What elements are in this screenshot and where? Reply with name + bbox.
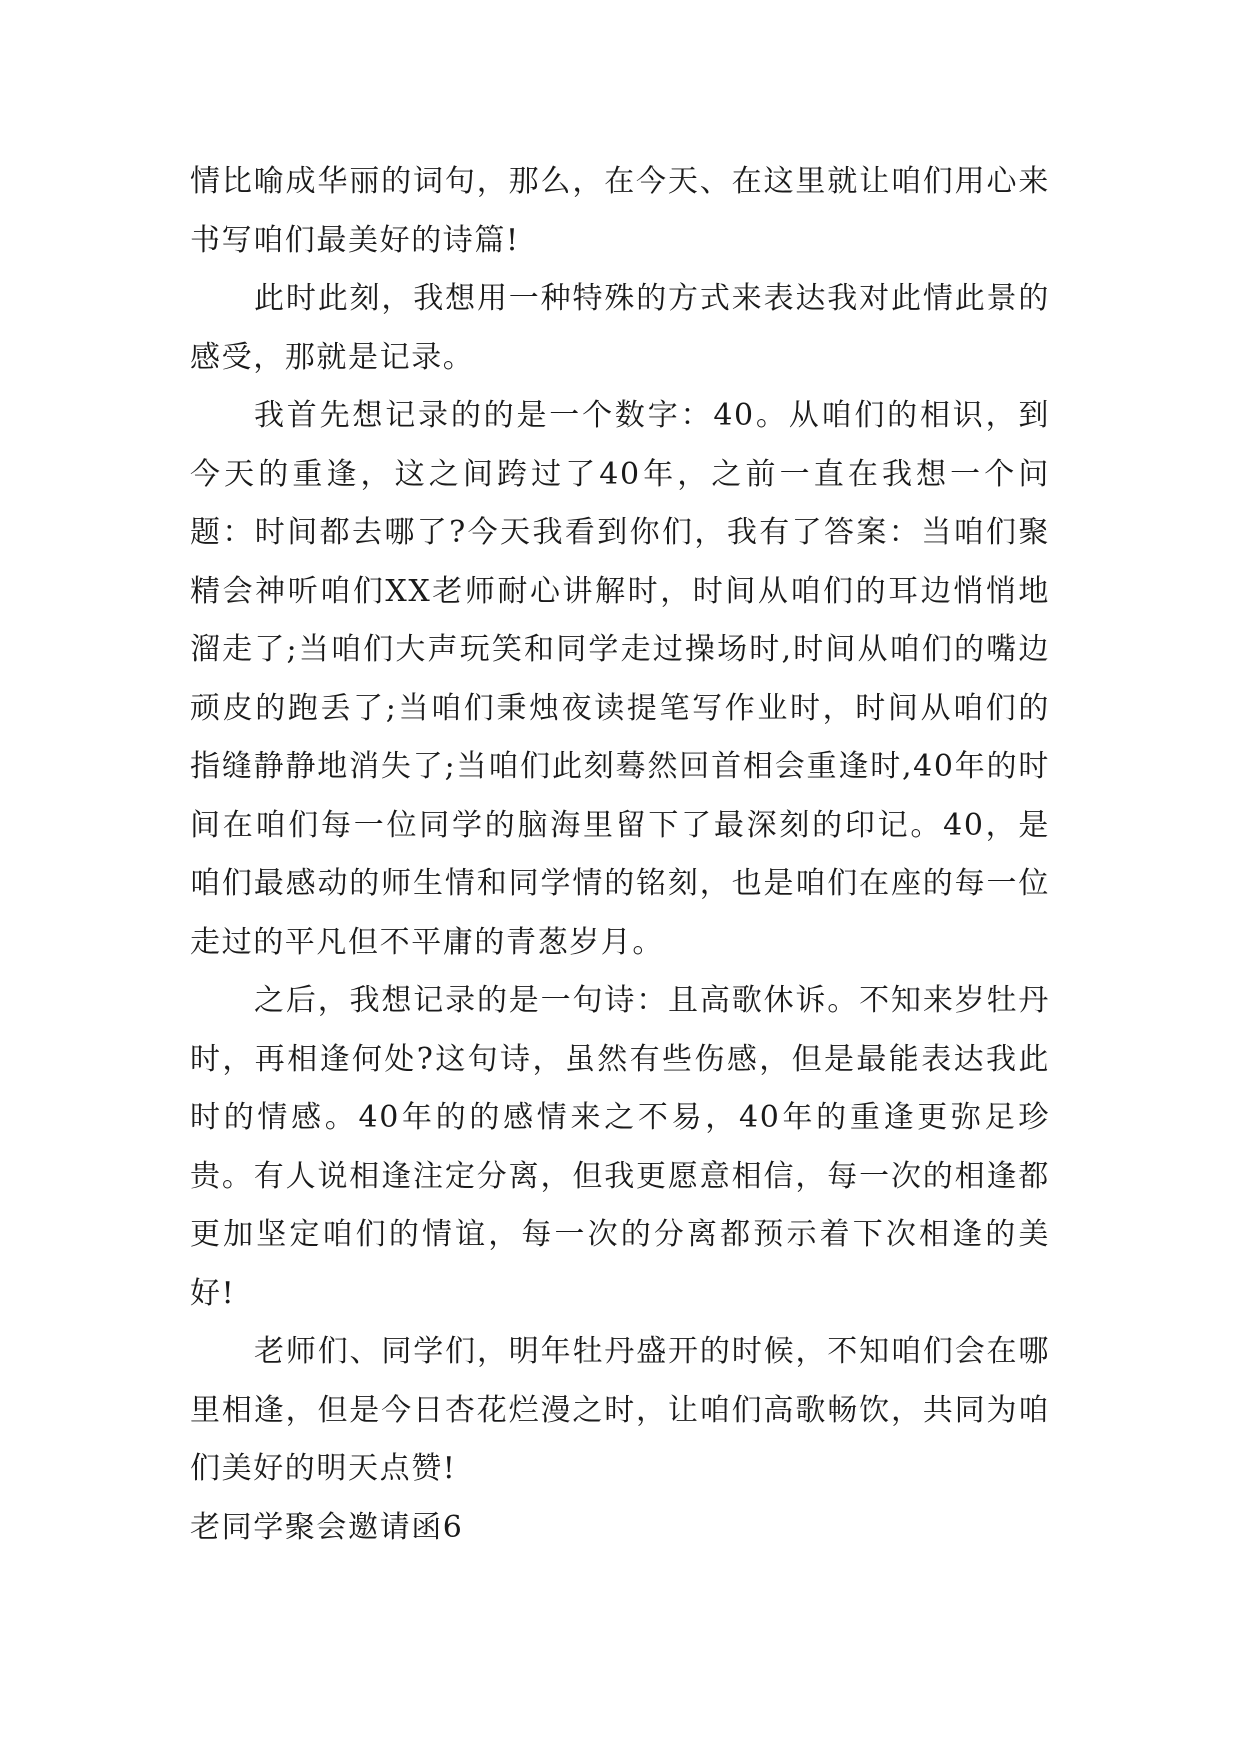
paragraph-number-forty: 我首先想记录的的是一个数字：40。从咱们的相识，到今天的重逢，这之间跨过了40年，之前一直在我想一个问题：时间都去哪了?今天我看到你们，我有了答案：当咱们聚精会神听咱们XX老师耐心讲解时，时间从咱们的耳边悄悄地溜走了;当咱们大声玩笑和同学走过操场时,时间从咱们的嘴边顽皮的跑丢了;当咱们秉烛夜读提笔写作业时，时间从咱们的指缝静静地消失了;当咱们此刻蓦然回首相会重逢时,40年的时间在咱们每一位同学的脑海里留下了最深刻的印记。40，是咱们最感动的师生情和同学情的铭刻，也是咱们在座的每一位走过的平凡但不平庸的青葱岁月。 <box>190 398 1050 960</box>
paragraph-poem: 之后，我想记录的是一句诗：且高歌休诉。不知来岁牡丹时，再相逢何处?这句诗，虽然有些伤感，但是最能表达我此时的情感。40年的的感情来之不易，40年的重逢更弥足珍贵。有人说相逢注定分离，但我更愿意相信，每一次的相逢都更加坚定咱们的情谊，每一次的分离都预示着下次相逢的美好! <box>190 983 1050 1311</box>
paragraph-recording-intro: 此时此刻，我想用一种特殊的方式来表达我对此情此景的感受，那就是记录。 <box>190 281 1050 375</box>
paragraph-continuation: 情比喻成华丽的词句，那么，在今天、在这里就让咱们用心来书写咱们最美好的诗篇! <box>190 164 1050 258</box>
document-body <box>190 153 1050 1557</box>
section-heading: 老同学聚会邀请函6 <box>190 1509 464 1545</box>
paragraph-closing: 老师们、同学们，明年牡丹盛开的时候，不知咱们会在哪里相逢，但是今日杏花烂漫之时，让咱们高歌畅饮，共同为咱们美好的明天点赞! <box>190 1334 1050 1486</box>
